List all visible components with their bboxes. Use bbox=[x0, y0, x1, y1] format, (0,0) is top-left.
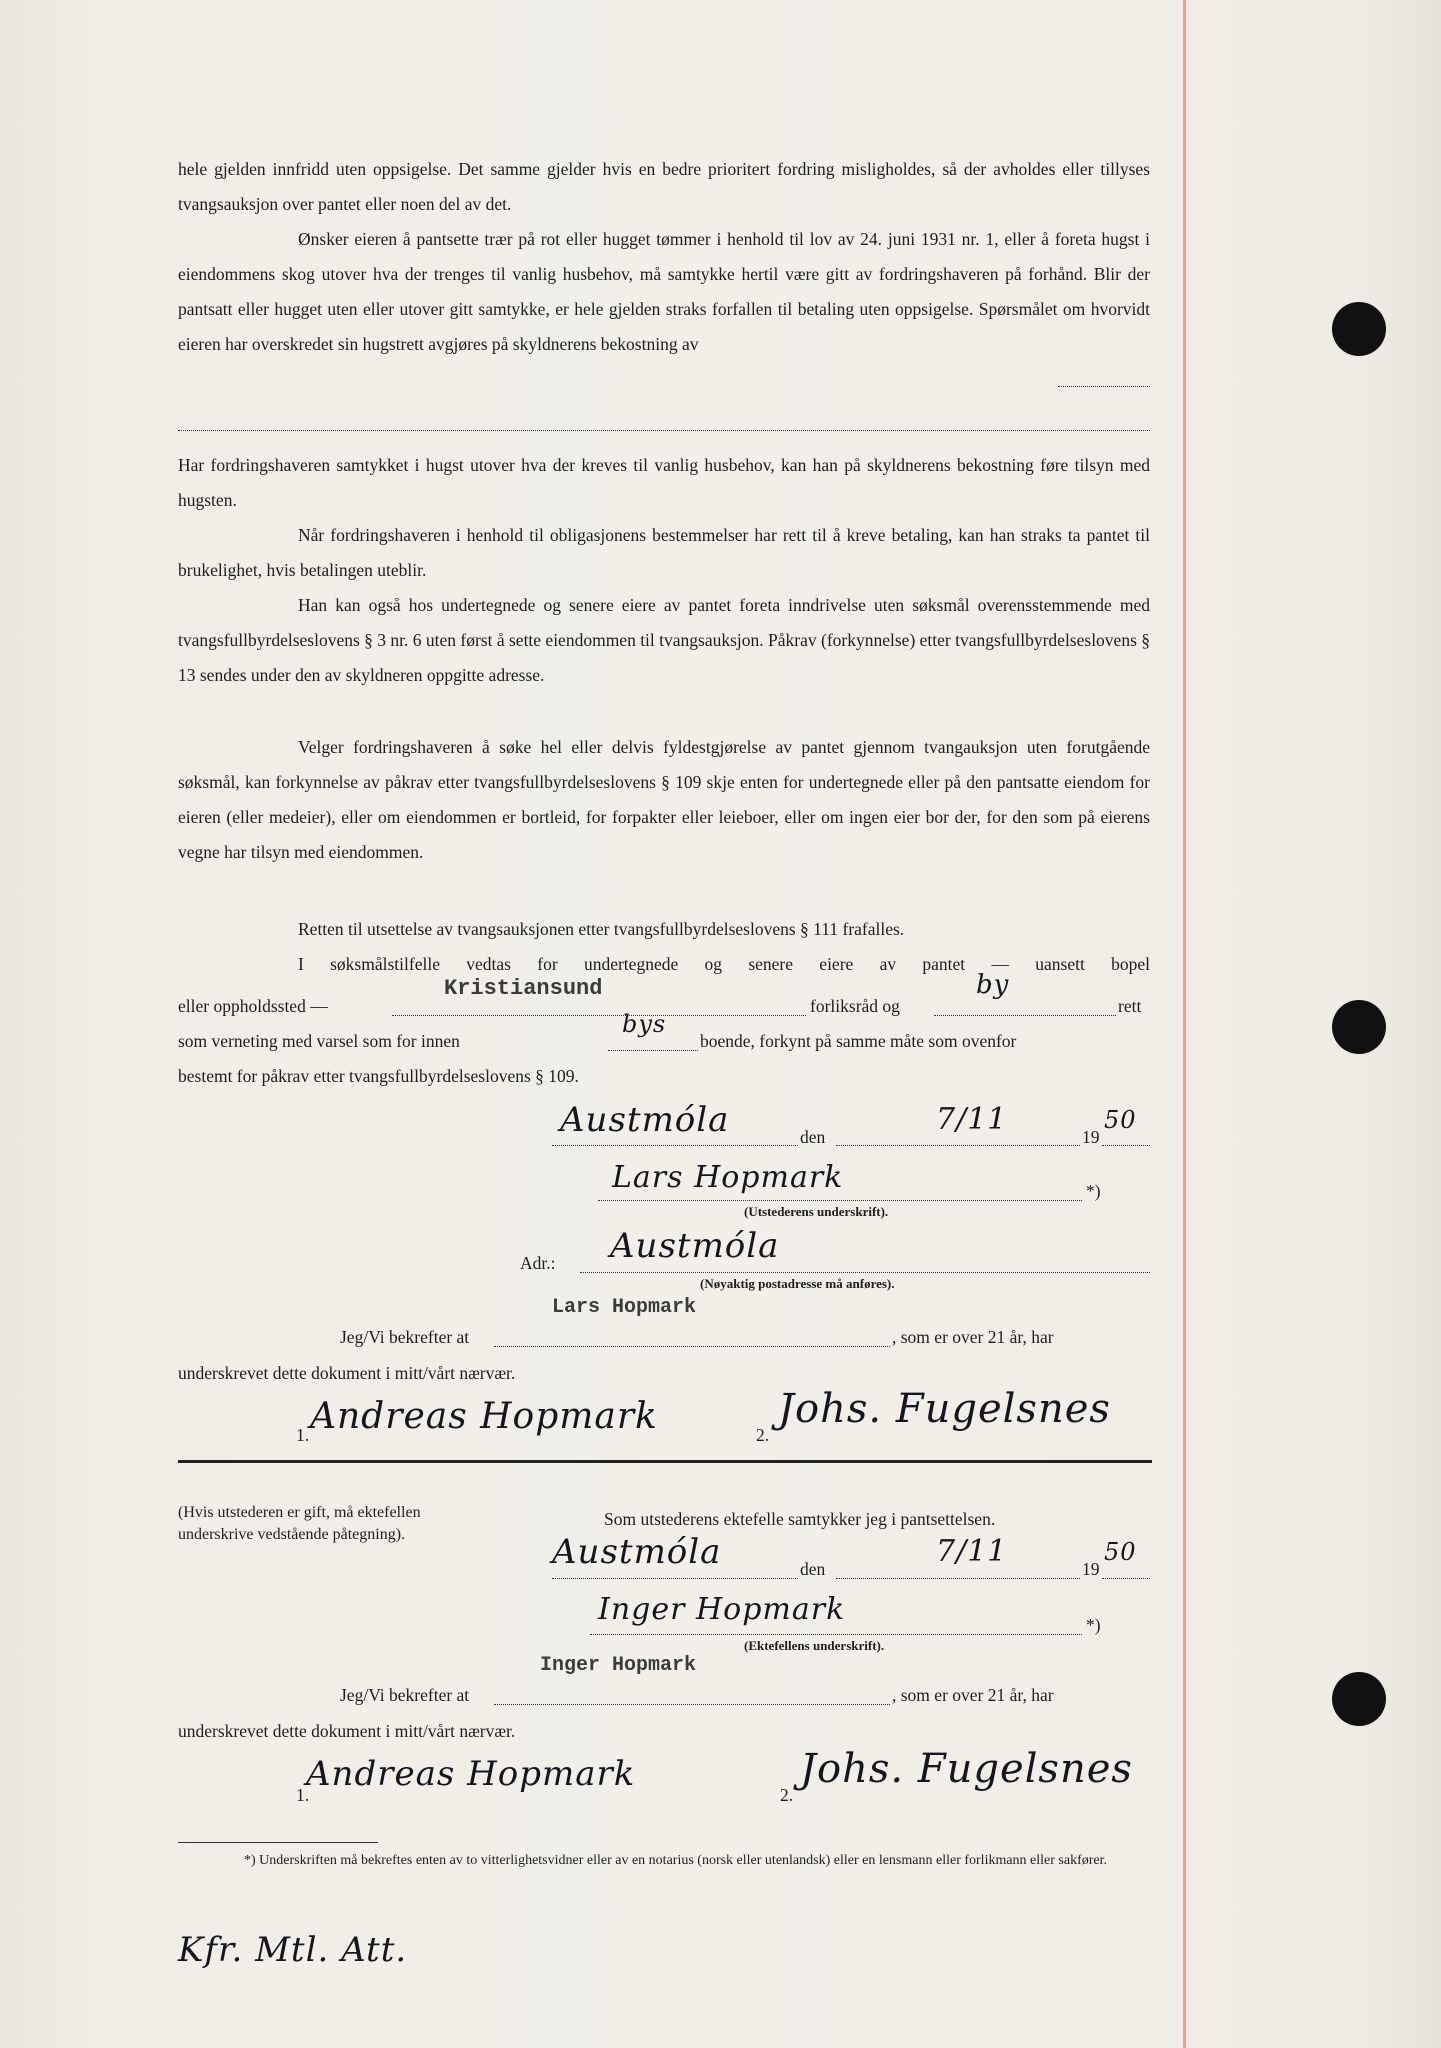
witness1-name-dots bbox=[494, 1346, 890, 1347]
bottom-note-handwritten: Kfr. Mtl. Att. bbox=[178, 1930, 408, 1970]
issuer-signature-dots bbox=[598, 1200, 1082, 1201]
venue-bys-dots bbox=[608, 1050, 698, 1051]
issuer-year-prefix: 19 bbox=[1082, 1127, 1100, 1147]
witness1-num1: 1. bbox=[296, 1425, 310, 1445]
witness1-signature-1-handwritten: Andreas Hopmark bbox=[310, 1396, 658, 1437]
address-handwritten: Austmóla bbox=[610, 1226, 780, 1266]
logging-arbiter-dots-2 bbox=[178, 430, 1150, 431]
issuer-signature-handwritten: Lars Hopmark bbox=[612, 1160, 844, 1195]
paragraph-usufruct: Når fordringshaveren i henhold til obligasjonens bestemmelser har rett til å kreve betaling, kan han straks ta pantet til brukelighet, hvis betalingen uteblir. bbox=[178, 525, 1150, 580]
witness2-name-stamp: Inger Hopmark bbox=[540, 1654, 697, 1677]
issuer-place-dots bbox=[552, 1145, 798, 1146]
witness1-num2: 2. bbox=[756, 1425, 770, 1445]
witness2-signature-2-handwritten: Johs. Fugelsnes bbox=[800, 1746, 1133, 1792]
witness1-line2: underskrevet dette dokument i mitt/vårt nærvær. bbox=[178, 1363, 516, 1383]
bys-handwritten: bys bbox=[622, 1010, 667, 1038]
footnote: *) Underskriften må bekreftes enten av to vitterlighetsvidner eller av en notarius (norsk eller utenlandsk) eller en lensmann eller forlikmann eller sakfører. bbox=[244, 1853, 1108, 1868]
venue-city-dots bbox=[392, 1015, 806, 1016]
paragraph-enforcement: Han kan også hos undertegnede og senere eiere av pantet foreta inndrivelse uten søksmål overensstemmende med tvangsfullbyrdelseslovens § 3 nr. 6 uten først å sette eiendommen til tvangsauksjon. Påkrav (forkynnelse) etter tvangsfullbyrdelseslovens § 13 sendes under den av skyldneren oppgitte adresse. bbox=[178, 595, 1151, 685]
spouse-consent: Som utstederens ektefelle samtykker jeg i pantsettelsen. bbox=[604, 1509, 996, 1529]
witness2-num1: 1. bbox=[296, 1785, 310, 1805]
address-caption: (Nøyaktig postadresse må anføres). bbox=[700, 1276, 895, 1291]
venue-line-1: I søksmålstilfelle vedtas for undertegnede og senere eiere av pantet — uansett bopel bbox=[298, 954, 1150, 974]
witness1-name-stamp: Lars Hopmark bbox=[552, 1296, 697, 1319]
witness2-post: , som er over 21 år, har bbox=[892, 1685, 1054, 1705]
venue-line-3-pre: som verneting med varsel som for innen bbox=[178, 1031, 460, 1051]
spouse-place-handwritten: Austmóla bbox=[552, 1532, 722, 1572]
venue-line-2-mid: forliksråd og bbox=[810, 996, 900, 1016]
spouse-den: den bbox=[800, 1559, 826, 1579]
paragraph-supervision: Har fordringshaveren samtykket i hugst utover hva der kreves til vanlig husbehov, kan han på skyldnerens bekostning føre tilsyn med hugsten. bbox=[178, 455, 1150, 510]
issuer-star: *) bbox=[1086, 1181, 1101, 1201]
spouse-year-prefix: 19 bbox=[1082, 1559, 1100, 1579]
spouse-signature-dots bbox=[590, 1634, 1082, 1635]
issuer-place-handwritten: Austmóla bbox=[560, 1100, 730, 1140]
spouse-year-dots bbox=[1102, 1578, 1150, 1579]
venue-line-2-post: rett bbox=[1118, 996, 1142, 1016]
issuer-year-handwritten: 50 bbox=[1104, 1106, 1137, 1134]
issuer-signature-caption: (Utstederens underskrift). bbox=[744, 1204, 889, 1219]
margin-line bbox=[1183, 0, 1186, 2048]
address-label: Adr.: bbox=[520, 1253, 556, 1273]
issuer-year-dots bbox=[1102, 1145, 1150, 1146]
punch-hole-middle bbox=[1332, 1000, 1386, 1054]
spouse-signature-handwritten: Inger Hopmark bbox=[598, 1592, 846, 1627]
witness1-signature-2-handwritten: Johs. Fugelsnes bbox=[778, 1386, 1111, 1432]
spouse-note: (Hvis utstederen er gift, må ektefellen underskrive vedstående påtegning). bbox=[178, 1504, 421, 1543]
spouse-star: *) bbox=[1086, 1615, 1101, 1635]
punch-hole-top bbox=[1332, 302, 1386, 356]
city-stamp: Kristiansund bbox=[444, 976, 603, 1001]
logging-arbiter-dots bbox=[1058, 386, 1150, 387]
issuer-date-handwritten: 7/11 bbox=[936, 1102, 1008, 1137]
spouse-year-handwritten: 50 bbox=[1104, 1538, 1137, 1566]
witness2-signature-1-handwritten: Andreas Hopmark bbox=[306, 1754, 636, 1794]
spouse-date-dots bbox=[836, 1578, 1080, 1579]
venue-court-dots bbox=[934, 1015, 1116, 1016]
section-divider bbox=[178, 1460, 1152, 1463]
issuer-date-dots bbox=[836, 1145, 1080, 1146]
venue-line-2-pre: eller oppholdssted — bbox=[178, 996, 328, 1016]
venue-line-3-post: boende, forkynt på samme måte som ovenfor bbox=[700, 1031, 1017, 1051]
witness2-pre: Jeg/Vi bekrefter at bbox=[340, 1685, 470, 1705]
paragraph-auction: Velger fordringshaveren å søke hel eller delvis fyldestgjørelse av pantet gjennom tvangauksjon uten forutgående søksmål, kan forkynnelse av påkrav etter tvangsfullbyrdelseslovens § 109 skje enten for undertegnede eller på den pantsatte eiendom for eieren (eller medeier), eller om eiendommen er bortleid, for forpakter eller leieboer, eller om ingen eier bor der, for den som på eierens vegne har tilsyn med eiendommen. bbox=[178, 737, 1150, 862]
witness2-num2: 2. bbox=[780, 1785, 794, 1805]
witness1-post: , som er over 21 år, har bbox=[892, 1327, 1054, 1347]
witness2-line2: underskrevet dette dokument i mitt/vårt nærvær. bbox=[178, 1721, 516, 1741]
witness2-name-dots bbox=[494, 1704, 890, 1705]
paragraph-postponement: Retten til utsettelse av tvangsauksjonen etter tvangsfullbyrdelseslovens § 111 frafalles. bbox=[298, 919, 905, 939]
paragraph-logging: Ønsker eieren å pantsette trær på rot eller hugget tømmer i henhold til lov av 24. juni 1931 nr. 1, eller å foreta hugst i eiendommens skog utover hva der trenges til vanlig husbehov, må samtykke hertil være gitt av fordringshaveren på forhånd. Blir der pantsatt eller hugget uten eller utover gitt samtykke, er hele gjelden straks forfallen til betaling uten oppsigelse. Spørsmålet om hvorvidt eieren har overskredet sin hugstrett avgjøres på skyldnerens bekostning av bbox=[178, 229, 1150, 354]
footnote-rule bbox=[178, 1842, 378, 1843]
spouse-date-handwritten: 7/11 bbox=[936, 1534, 1008, 1569]
spouse-place-dots bbox=[552, 1578, 798, 1579]
witness1-pre: Jeg/Vi bekrefter at bbox=[340, 1327, 470, 1347]
punch-hole-bottom bbox=[1332, 1672, 1386, 1726]
spouse-signature-caption: (Ektefellens underskrift). bbox=[744, 1638, 885, 1653]
address-dots bbox=[580, 1272, 1150, 1273]
paragraph-default: hele gjelden innfridd uten oppsigelse. Det samme gjelder hvis en bedre prioritert fordring misligholdes, så der avholdes eller tillyses tvangsauksjon over pantet eller noen del av det. bbox=[178, 159, 1150, 214]
issuer-den: den bbox=[800, 1127, 826, 1147]
court-type-handwritten: by bbox=[976, 970, 1010, 1000]
venue-line-4: bestemt for påkrav etter tvangsfullbyrdelseslovens § 109. bbox=[178, 1066, 579, 1086]
